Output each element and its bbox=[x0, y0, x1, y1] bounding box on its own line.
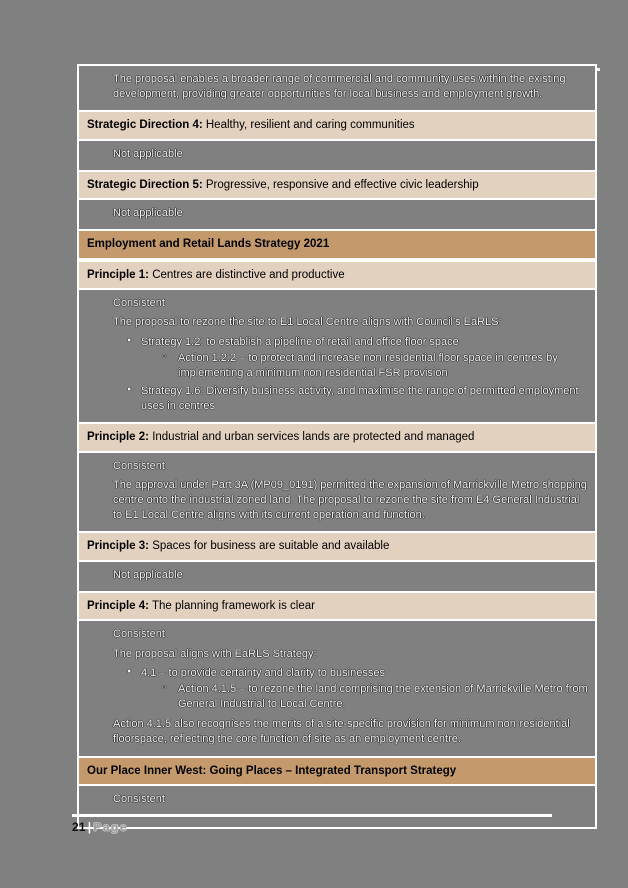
bullet-item-text: 4.1 – to provide certainty and clarity to businesses bbox=[141, 666, 385, 679]
table-body-cell bbox=[77, 621, 597, 755]
section-header-title: Employment and Retail Lands Strategy 2021 bbox=[87, 238, 330, 251]
body-paragraph: The proposal aligns with EaRLS Strategy: bbox=[113, 647, 317, 660]
footer-page-label: Page bbox=[93, 820, 128, 834]
bullet-list bbox=[79, 665, 595, 715]
table-body-cell bbox=[77, 290, 597, 422]
strategy-assessment-table bbox=[77, 64, 597, 829]
body-paragraph: Action 4.1.5 also recognises the merits of a site-specific provision for minimum non-residential floorspace, reflecting the core function of site as an employment centre. bbox=[113, 718, 570, 746]
body-paragraph: Consistent bbox=[113, 459, 165, 472]
table-section-header bbox=[77, 756, 597, 786]
row-header-text: Industrial and urban services lands are protected and managed bbox=[149, 431, 475, 444]
table-body-cell bbox=[77, 141, 597, 170]
body-paragraph: The approval under Part 3A (MP09_0191) permitted the expansion of Marrickville Metro shopping centre onto the industrial zoned land. The proposal to rezone the site from E4 General Industrial to E1 Local Centre aligns with its current operation and function. bbox=[113, 478, 587, 522]
footer-page-number bbox=[72, 820, 552, 834]
footer-rule bbox=[72, 814, 552, 817]
bullet-item-text: Strategy 1.6: Diversify business activity, and maximise the range of permitted employment uses in centres bbox=[141, 385, 579, 413]
table-section-header bbox=[77, 229, 597, 259]
page-footer bbox=[72, 814, 552, 834]
row-header-text: Spaces for business are suitable and available bbox=[149, 540, 390, 553]
bullet-list bbox=[79, 334, 595, 416]
body-paragraph: The proposal enables a broader range of commercial and community uses within the existing development, providing greater opportunities for local business and employment growth. bbox=[113, 73, 566, 101]
body-paragraph: Not applicable bbox=[113, 568, 183, 581]
row-header-label: Strategic Direction 5: bbox=[87, 178, 203, 191]
row-header-label: Principle 1: bbox=[87, 268, 149, 281]
body-paragraph: The proposal to rezone the site to E1 Local Centre aligns with Council's EaRLS: bbox=[113, 316, 502, 329]
row-header-text: Progressive, responsive and effective civic leadership bbox=[202, 178, 479, 191]
table-body-cell bbox=[77, 786, 597, 815]
bullet-item bbox=[141, 383, 591, 415]
sub-bullet-list bbox=[141, 350, 591, 382]
table-body-cell bbox=[77, 64, 597, 110]
row-header-label: Principle 3: bbox=[87, 540, 149, 553]
row-header-label: Principle 4: bbox=[87, 600, 149, 612]
row-header-text: Centres are distinctive and productive bbox=[149, 268, 345, 281]
table-body-cell bbox=[77, 562, 597, 591]
sub-bullet-item: ○ Action 1.2.2 – to protect and increase non-residential floor space in centres by implementing a minimum non-residential FSR provision bbox=[178, 350, 591, 382]
page-artifact-speck bbox=[597, 68, 600, 71]
table-row-header bbox=[77, 170, 597, 200]
bullet-item-text: Strategy 1.2: to establish a pipeline of retail and office floor space bbox=[141, 335, 459, 348]
bullet-item bbox=[141, 665, 591, 715]
table-body-cell bbox=[77, 200, 597, 229]
footer-separator: | bbox=[87, 820, 92, 834]
table-body-cell bbox=[77, 453, 597, 532]
table-row-header bbox=[77, 591, 597, 621]
footer-page-number-value: 21 bbox=[72, 820, 86, 834]
table-row-header bbox=[77, 110, 597, 140]
table-row-header bbox=[77, 260, 597, 290]
row-header-label: Strategic Direction 4: bbox=[87, 119, 203, 132]
body-paragraph: Consistent bbox=[113, 628, 165, 641]
body-paragraph: Consistent bbox=[113, 297, 165, 310]
sub-bullet-item: ○ Action 4.1.5 – to rezone the land comprising the extension of Marrickville Metro from General Industrial to Local Centre. bbox=[178, 681, 591, 713]
body-paragraph: Not applicable bbox=[113, 147, 183, 160]
body-paragraph: Not applicable bbox=[113, 207, 183, 220]
row-header-text: The planning framework is clear bbox=[149, 600, 315, 612]
row-header-text: Healthy, resilient and caring communities bbox=[202, 119, 415, 132]
row-header-label: Principle 2: bbox=[87, 431, 149, 444]
table-row-header bbox=[77, 531, 597, 561]
bullet-item bbox=[141, 334, 591, 384]
section-header-title: Our Place Inner West: Going Places – Integrated Transport Strategy bbox=[87, 764, 457, 777]
sub-bullet-list bbox=[141, 681, 591, 713]
table-row-header bbox=[77, 422, 597, 452]
body-paragraph: Consistent bbox=[113, 792, 165, 805]
